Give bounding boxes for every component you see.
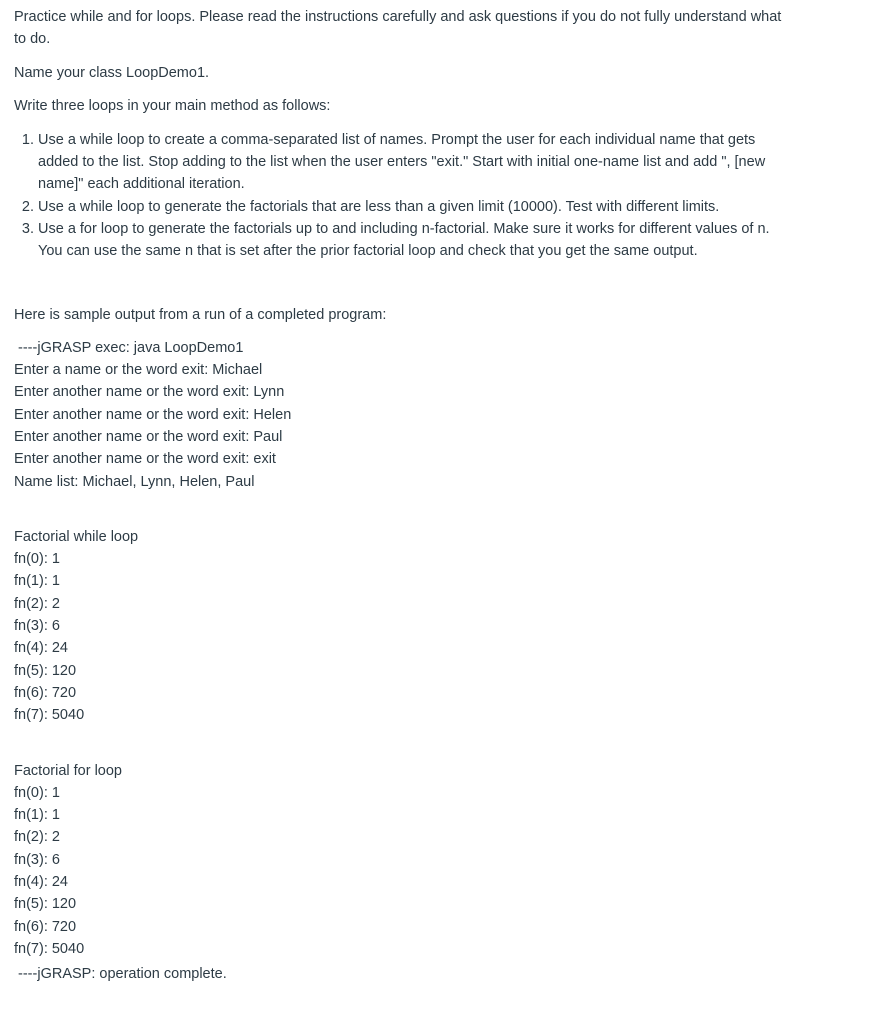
output-line: fn(0): 1 (14, 551, 60, 568)
for-output-block (14, 760, 794, 961)
output-line: Enter another name or the word exit: Lynn (14, 384, 285, 401)
completion-line: ----jGRASP: operation complete. (14, 966, 227, 983)
class-name-instruction: Name your class LoopDemo1. (14, 64, 210, 81)
output-line: Enter another name or the word exit: Paul (14, 429, 283, 445)
sample-output (14, 337, 794, 986)
output-line: fn(4): 24 (14, 874, 68, 891)
output-line: fn(3): 6 (14, 851, 60, 868)
names-output-block (14, 337, 794, 493)
output-line: fn(1): 1 (14, 573, 60, 590)
output-line: Enter another name or the word exit: exit (14, 451, 276, 468)
output-line: fn(1): 1 (14, 807, 60, 824)
spacer (14, 493, 794, 526)
loops-instruction: Write three loops in your main method as follows: (14, 98, 331, 115)
output-line: fn(2): 2 (14, 829, 60, 846)
task-item-factorial-for: 3. Use a for loop to generate the factorials up to and including n-factorial. Make sure it works for different values of n. You can use the same n that is set after the prior factorial loop and check that you get the same output. (38, 218, 794, 263)
intro-paragraph: Practice while and for loops. Please read the instructions carefully and ask questions if you do not fully understand what to do. (14, 9, 782, 48)
output-line: Name list: Michael, Lynn, Helen, Paul (14, 473, 255, 490)
task-list (14, 129, 794, 263)
output-line: Enter another name or the word exit: Helen (14, 406, 292, 423)
output-line: ----jGRASP exec: java LoopDemo1 (14, 339, 244, 356)
spacer (14, 727, 794, 760)
output-line: fn(2): 2 (14, 595, 60, 612)
output-line: fn(5): 120 (14, 662, 77, 679)
output-line: fn(7): 5040 (14, 707, 85, 724)
output-heading: Factorial while loop (14, 528, 139, 545)
output-line: fn(5): 120 (14, 896, 77, 913)
output-line: fn(4): 24 (14, 640, 68, 657)
task-item-names-while: 1. Use a while loop to create a comma-separated list of names. Prompt the user for each individual name that gets added to the list. Stop adding to the list when the user enters "exit." Start with initial one-name list and add ", [new name]" each additional iteration. (38, 129, 794, 196)
output-heading: Factorial for loop (14, 762, 122, 779)
output-line: Enter a name or the word exit: Michael (14, 362, 263, 379)
assignment-page (14, 6, 794, 986)
output-line: fn(7): 5040 (14, 940, 85, 957)
while-output-block (14, 526, 794, 727)
sample-output-intro: Here is sample output from a run of a completed program: (14, 307, 387, 324)
output-line: fn(3): 6 (14, 618, 60, 635)
output-line: fn(6): 720 (14, 918, 77, 935)
task-item-factorial-while: 2. Use a while loop to generate the factorials that are less than a given limit (10000). Test with different limits. (38, 196, 794, 218)
output-line: fn(0): 1 (14, 784, 60, 801)
output-line: fn(6): 720 (14, 684, 77, 701)
